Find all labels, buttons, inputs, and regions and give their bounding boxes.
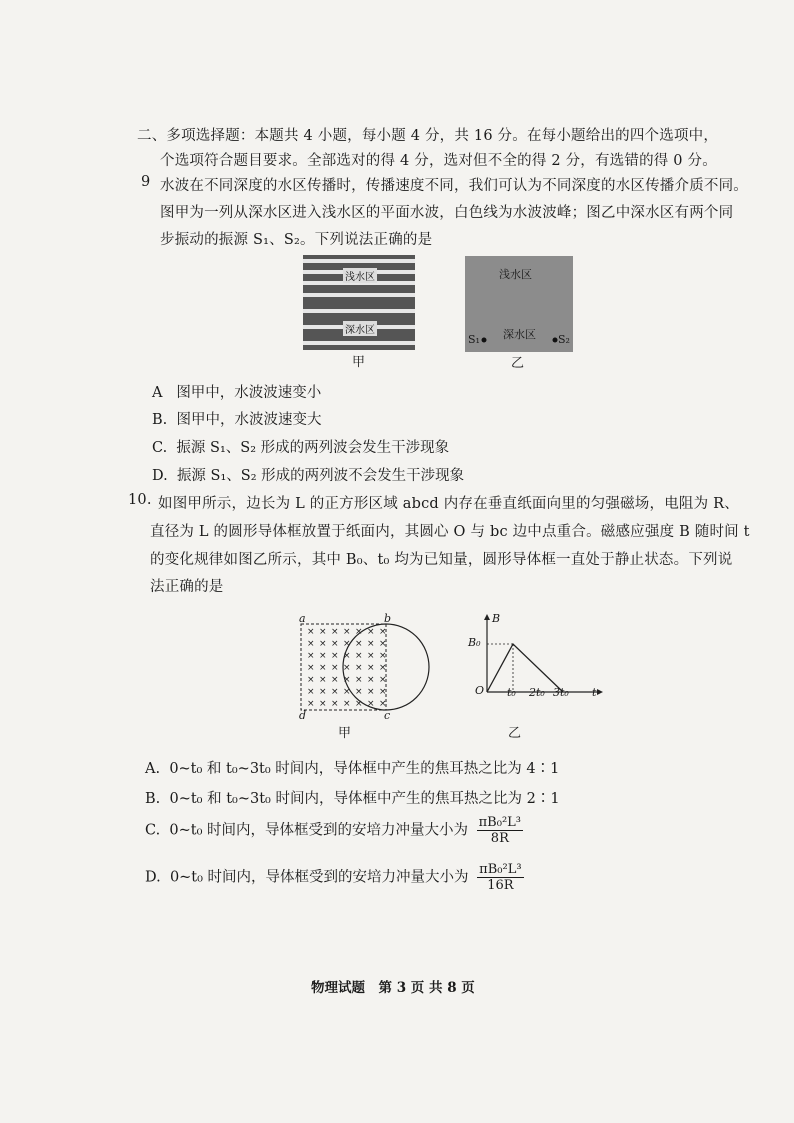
q10-option-c-numerator: πB₀²L³ (478, 815, 522, 830)
q10-yi-axis-t: t (592, 686, 597, 699)
field-x-mark: × (379, 639, 387, 649)
q10-jia-label-a: a (299, 612, 306, 625)
q10-yi-origin: O (475, 684, 485, 697)
field-x-mark: × (367, 699, 375, 709)
field-x-mark: × (307, 663, 315, 673)
q10-option-c-text: 0~t₀ 时间内，导体框受到的安培力冲量大小为 (169, 822, 469, 839)
q10-jia-caption: 甲 (338, 726, 352, 741)
field-x-mark: × (331, 651, 339, 661)
field-x-mark: × (319, 651, 327, 661)
q10-option-b-text: 0~t₀ 和 t₀~3t₀ 时间内，导体框中产生的焦耳热之比为 2∶1 (169, 791, 560, 807)
field-x-mark: × (343, 675, 351, 685)
q10-option-d[interactable] (145, 862, 524, 893)
field-x-mark: × (307, 675, 315, 685)
q10-yi-axis-B: B (492, 612, 501, 625)
q9-option-d-text: 振源 S₁、S₂ 形成的两列波不会发生干涉现象 (176, 468, 465, 484)
q9-option-c-letter: C. (152, 440, 168, 456)
field-x-mark: × (367, 675, 375, 685)
field-x-mark: × (367, 687, 375, 697)
field-x-mark: × (331, 699, 339, 709)
q10-option-d-numerator: πB₀²L³ (479, 862, 522, 877)
field-x-mark: × (319, 639, 327, 649)
q10-option-a-text: 0~t₀ 和 t₀~3t₀ 时间内，导体框中产生的焦耳热之比为 4∶1 (169, 761, 560, 777)
q10-option-c-fraction (477, 815, 523, 846)
field-x-mark: × (343, 639, 351, 649)
field-x-mark: × (379, 651, 387, 661)
q9-option-a[interactable] (152, 381, 321, 402)
q9-yi-s1-label: S₁ (468, 333, 480, 346)
field-x-mark: × (343, 627, 351, 637)
q9-yi-deep-label: 深水区 (503, 328, 536, 341)
q9-jia-deep-label: 深水区 (343, 321, 377, 336)
q10-stem-line1: 如图甲所示，边长为 L 的正方形区域 abcd 内存在垂直纸面向里的匀强磁场，电阻为 R、 (158, 496, 739, 512)
q10-jia-label-d: d (299, 709, 307, 722)
q10-jia-label-b: b (384, 612, 392, 625)
q10-stem-line4: 法正确的是 (150, 579, 224, 595)
q10-option-c-denominator: 8R (490, 831, 509, 846)
field-x-mark: × (355, 651, 363, 661)
q10-option-a-letter: A. (145, 761, 161, 777)
field-x-mark: × (355, 639, 363, 649)
field-x-mark: × (307, 699, 315, 709)
field-x-mark: × (367, 639, 375, 649)
page-footer: 物理试题 第 3 页 共 8 页 (311, 980, 475, 996)
q9-stem-line2: 图甲为一列从深水区进入浅水区的平面水波，白色线为水波波峰；图乙中深水区有两个同 (160, 205, 734, 221)
field-x-mark: × (331, 627, 339, 637)
field-x-mark: × (319, 675, 327, 685)
field-x-mark: × (379, 675, 387, 685)
q9-yi-shallow-label: 浅水区 (499, 268, 532, 281)
q10-option-d-text: 0~t₀ 时间内，导体框受到的安培力冲量大小为 (169, 869, 469, 886)
q10-option-c-letter: C. (145, 822, 161, 839)
section-instruction: 个选项符合题目要求。全部选对的得 4 分，选对但不全的得 2 分，有选错的得 0 分。 (160, 153, 717, 169)
field-x-mark: × (343, 651, 351, 661)
q9-jia-shallow-label: 浅水区 (343, 268, 377, 283)
q10-option-b[interactable] (145, 787, 560, 808)
q9-option-b-letter: B. (152, 412, 168, 428)
field-x-mark: × (379, 663, 387, 673)
field-x-mark: × (343, 687, 351, 697)
field-x-mark: × (307, 639, 315, 649)
q10-number: 10. (128, 492, 152, 508)
field-x-mark: × (355, 675, 363, 685)
field-x-mark: × (343, 663, 351, 673)
field-x-mark: × (319, 687, 327, 697)
q10-figure-jia (295, 612, 435, 728)
field-x-mark: × (355, 663, 363, 673)
q9-option-c[interactable] (152, 436, 449, 457)
field-x-mark: × (379, 627, 387, 637)
q9-option-c-text: 振源 S₁、S₂ 形成的两列波会发生干涉现象 (176, 440, 450, 456)
field-x-mark: × (307, 687, 315, 697)
field-x-mark: × (331, 675, 339, 685)
q10-option-d-denominator: 16R (487, 878, 514, 893)
q10-yi-B0: B₀ (468, 636, 481, 649)
field-x-mark: × (355, 699, 363, 709)
field-x-mark: × (319, 663, 327, 673)
q10-figure-yi (465, 612, 605, 711)
field-x-mark: × (367, 651, 375, 661)
q10-yi-caption: 乙 (508, 726, 522, 741)
q9-figure-jia (303, 255, 415, 359)
q9-stem-line3: 步振动的振源 S₁、S₂。下列说法正确的是 (160, 232, 433, 248)
q10-yi-2t0: 2t₀ (529, 686, 545, 699)
q10-option-b-letter: B. (145, 791, 161, 807)
q9-stem-line1: 水波在不同深度的水区传播时，传播速度不同，我们可认为不同深度的水区传播介质不同。 (160, 178, 748, 194)
q10-option-d-fraction (477, 862, 523, 893)
field-x-mark: × (307, 651, 315, 661)
q9-option-a-letter: A (152, 385, 163, 401)
q9-option-a-text: 图甲中，水波波速变小 (176, 385, 322, 401)
q10-yi-3t0: 3t₀ (553, 686, 569, 699)
field-x-mark: × (379, 699, 387, 709)
field-x-mark: × (343, 699, 351, 709)
field-x-mark: × (307, 627, 315, 637)
q9-yi-s2-label: S₂ (558, 333, 570, 346)
q10-stem-line3: 的变化规律如图乙所示，其中 B₀、t₀ 均为已知量，圆形导体框一直处于静止状态。下列说 (150, 552, 733, 568)
q9-figure-yi (465, 256, 573, 356)
field-x-mark: × (355, 627, 363, 637)
q10-option-a[interactable] (145, 757, 559, 778)
q10-stem-line2: 直径为 L 的圆形导体框放置于纸面内，其圆心 O 与 bc 边中点重合。磁感应强度 B 随时间 t (150, 524, 750, 540)
q9-option-b[interactable] (152, 408, 321, 429)
q10-option-d-letter: D. (145, 869, 161, 886)
field-x-mark: × (331, 639, 339, 649)
section-heading: 二、多项选择题：本题共 4 小题，每小题 4 分，共 16 分。在每小题给出的四个选项中， (137, 128, 719, 144)
field-x-mark: × (379, 687, 387, 697)
field-x-mark: × (331, 687, 339, 697)
q9-option-b-text: 图甲中，水波波速变大 (176, 412, 322, 428)
q9-option-d-letter: D. (152, 468, 168, 484)
field-x-mark: × (355, 687, 363, 697)
field-x-mark: × (331, 663, 339, 673)
field-x-mark: × (367, 663, 375, 673)
q10-jia-label-c: c (384, 709, 391, 722)
q9-yi-caption: 乙 (511, 356, 525, 371)
field-x-mark: × (367, 627, 375, 637)
field-x-mark: × (319, 699, 327, 709)
q10-option-c[interactable] (145, 815, 523, 846)
q9-number: 9 (141, 174, 151, 190)
q9-option-d[interactable] (152, 464, 464, 485)
q9-jia-caption: 甲 (352, 355, 366, 370)
field-x-mark: × (319, 627, 327, 637)
q10-yi-t0: t₀ (507, 686, 516, 699)
